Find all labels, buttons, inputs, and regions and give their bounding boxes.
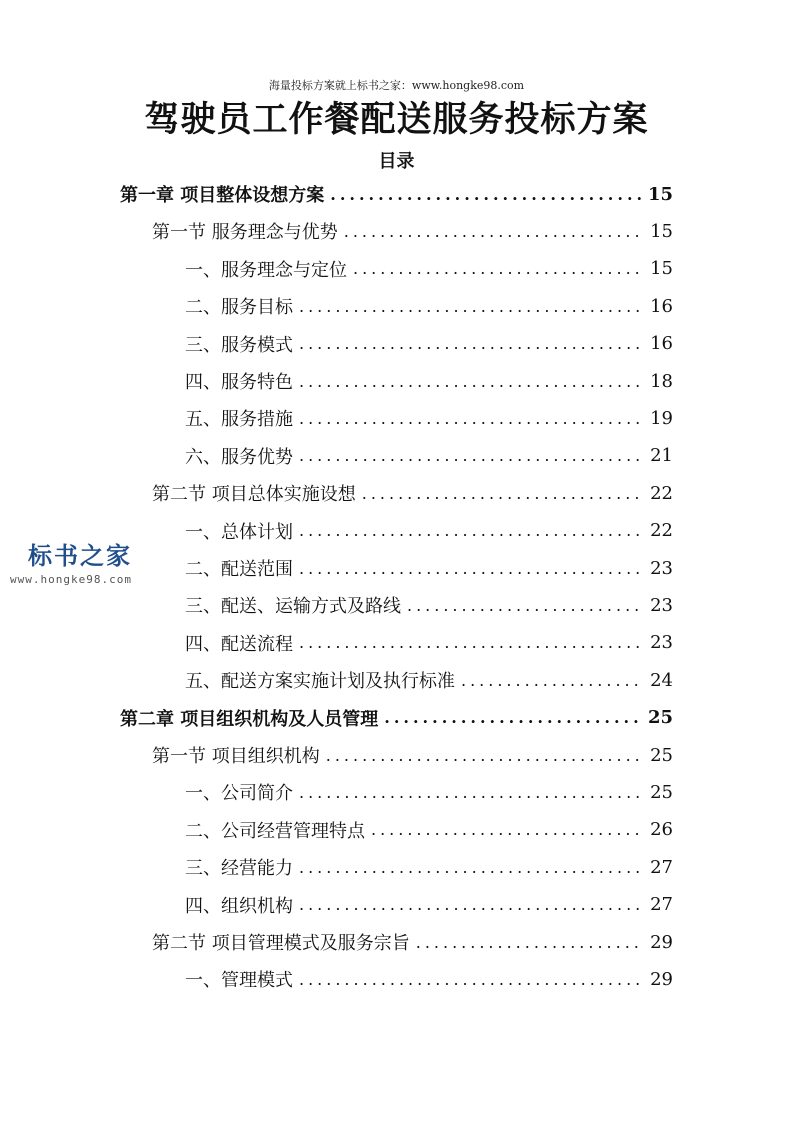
toc-entry-title: 三、服务模式 bbox=[185, 334, 293, 356]
toc-leader-dots bbox=[330, 185, 642, 204]
toc-leader-dots bbox=[299, 297, 644, 316]
toc-entry-page: 23 bbox=[650, 632, 673, 654]
toc-entry-section[interactable] bbox=[152, 212, 673, 250]
toc-leader-dots bbox=[299, 783, 644, 802]
toc-entry-page: 22 bbox=[650, 520, 673, 542]
toc-leader-dots bbox=[384, 708, 642, 727]
toc-entry-section[interactable] bbox=[152, 923, 673, 961]
toc-entry-section[interactable] bbox=[152, 736, 673, 774]
toc-leader-dots bbox=[299, 633, 644, 652]
toc-entry-page: 23 bbox=[650, 557, 673, 579]
toc-leader-dots bbox=[353, 259, 644, 278]
toc-entry-item[interactable] bbox=[185, 549, 673, 587]
toc-leader-dots bbox=[461, 671, 644, 690]
toc-entry-title: 四、配送流程 bbox=[185, 633, 293, 655]
toc-entry-title: 第二节 项目管理模式及服务宗旨 bbox=[152, 933, 410, 954]
toc-entry-page: 16 bbox=[650, 333, 673, 355]
toc-heading: 目录 bbox=[378, 151, 415, 172]
toc-entry-title: 第一节 服务理念与优势 bbox=[152, 222, 338, 244]
toc-entry-item[interactable] bbox=[185, 773, 673, 811]
toc-entry-item[interactable] bbox=[185, 661, 673, 699]
toc-entry-chapter[interactable] bbox=[120, 699, 673, 737]
watermark-text: 标书之家 bbox=[28, 542, 132, 570]
toc-leader-dots bbox=[326, 746, 644, 765]
toc-entry-item[interactable] bbox=[185, 437, 673, 475]
toc-entry-title: 四、服务特色 bbox=[185, 372, 293, 393]
toc-entry-page: 29 bbox=[650, 968, 673, 990]
toc-entry-title: 五、服务措施 bbox=[185, 409, 293, 431]
toc-entry-item[interactable] bbox=[185, 512, 673, 550]
toc-entry-item[interactable] bbox=[185, 586, 673, 624]
watermark-logo bbox=[10, 536, 160, 586]
toc-leader-dots bbox=[344, 222, 644, 241]
toc-leader-dots bbox=[299, 895, 644, 914]
toc-entry-title: 一、管理模式 bbox=[185, 970, 293, 992]
toc-entry-item[interactable] bbox=[185, 811, 673, 849]
toc-leader-dots bbox=[299, 409, 644, 428]
toc-entry-title: 一、公司简介 bbox=[185, 783, 293, 805]
toc-entry-section[interactable] bbox=[152, 474, 673, 512]
toc-leader-dots bbox=[407, 596, 644, 615]
toc-entry-page: 19 bbox=[650, 407, 673, 429]
toc-entry-title: 四、组织机构 bbox=[185, 895, 293, 917]
toc-leader-dots bbox=[299, 372, 644, 391]
toc-entry-title: 第二章 项目组织机构及人员管理 bbox=[120, 708, 379, 730]
toc-leader-dots bbox=[299, 559, 644, 578]
toc-entry-page: 15 bbox=[647, 183, 673, 205]
toc-entry-item[interactable] bbox=[185, 250, 673, 288]
toc-entry-page: 29 bbox=[650, 931, 673, 953]
toc-entry-title: 六、服务优势 bbox=[185, 446, 293, 468]
toc-entry-title: 第二节 项目总体实施设想 bbox=[152, 484, 356, 506]
toc-entry-title: 三、经营能力 bbox=[185, 858, 293, 880]
toc-entry-page: 18 bbox=[650, 370, 673, 392]
toc-entry-item[interactable] bbox=[185, 960, 673, 998]
toc-entry-title: 二、公司经营管理特点 bbox=[185, 820, 365, 842]
toc-entry-page: 27 bbox=[650, 894, 673, 916]
toc-leader-dots bbox=[299, 446, 644, 465]
header-note: 海量投标方案就上标书之家：www.hongke98.com bbox=[268, 79, 525, 92]
toc-entry-page: 27 bbox=[650, 856, 673, 878]
toc-entry-item[interactable] bbox=[185, 325, 673, 363]
toc-leader-dots bbox=[299, 334, 644, 353]
toc-entry-page: 16 bbox=[650, 295, 673, 317]
toc-entry-page: 24 bbox=[650, 669, 673, 691]
toc-entry-item[interactable] bbox=[185, 624, 673, 662]
toc-entry-title: 三、配送、运输方式及路线 bbox=[185, 596, 401, 618]
toc-leader-dots bbox=[299, 521, 644, 540]
toc-entry-page: 25 bbox=[650, 781, 673, 803]
toc-entry-item[interactable] bbox=[185, 399, 673, 437]
toc-leader-dots bbox=[416, 933, 644, 952]
toc-entry-page: 23 bbox=[650, 594, 673, 616]
toc-leader-dots bbox=[362, 484, 644, 503]
toc-entry-item[interactable] bbox=[185, 362, 673, 400]
toc-entry-page: 15 bbox=[650, 258, 673, 280]
toc-entry-chapter[interactable] bbox=[120, 175, 673, 213]
watermark-url: www.hongke98.com bbox=[10, 573, 132, 586]
toc-entry-item[interactable] bbox=[185, 848, 673, 886]
toc-entry-page: 22 bbox=[650, 482, 673, 504]
toc-entry-title: 第一节 项目组织机构 bbox=[152, 746, 320, 767]
document-title: 驾驶员工作餐配送服务投标方案 bbox=[144, 99, 649, 140]
toc-entry-page: 25 bbox=[650, 744, 673, 766]
toc-leader-dots bbox=[299, 858, 644, 877]
toc-entry-title: 一、总体计划 bbox=[185, 521, 293, 543]
toc-leader-dots bbox=[371, 820, 644, 839]
toc-entry-title: 二、配送范围 bbox=[185, 559, 293, 580]
toc-leader-dots bbox=[299, 970, 644, 989]
toc-entry-title: 第一章 项目整体设想方案 bbox=[120, 185, 325, 206]
toc-entry-title: 二、服务目标 bbox=[185, 297, 293, 319]
toc-entry-item[interactable] bbox=[185, 886, 673, 924]
toc-entry-page: 15 bbox=[650, 220, 673, 242]
toc-entry-page: 25 bbox=[647, 707, 673, 729]
toc-entry-title: 一、服务理念与定位 bbox=[185, 259, 347, 281]
toc-entry-title: 五、配送方案实施计划及执行标准 bbox=[185, 671, 455, 693]
toc-entry-page: 26 bbox=[650, 819, 673, 841]
toc-entry-page: 21 bbox=[650, 445, 673, 467]
toc-entry-item[interactable] bbox=[185, 287, 673, 325]
